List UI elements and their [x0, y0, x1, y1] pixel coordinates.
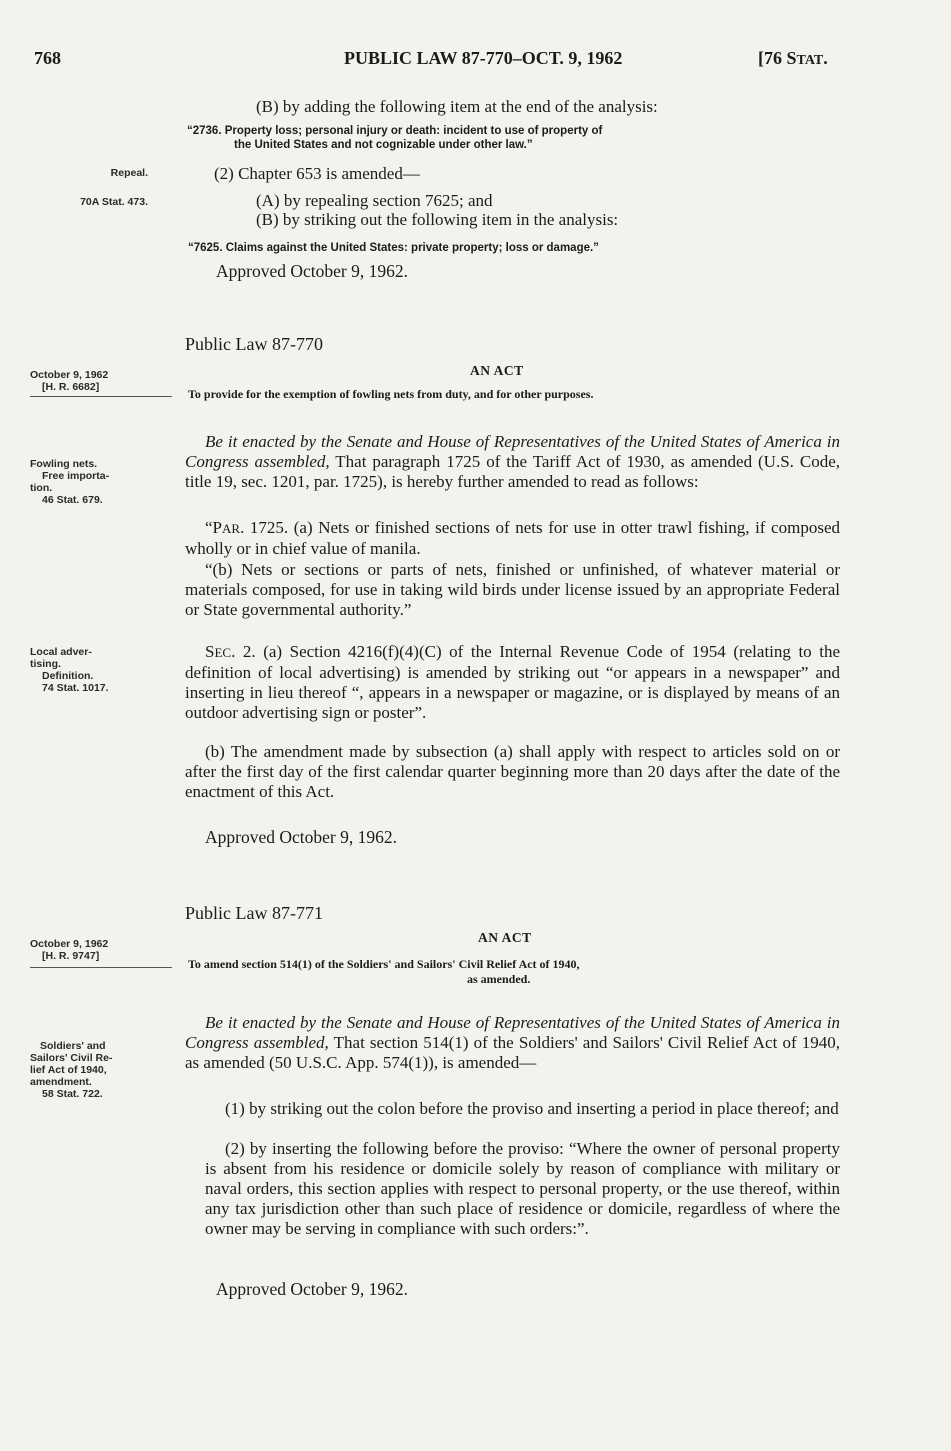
margin-local-3: Definition.: [42, 670, 94, 682]
margin-soldiers-5: 58 Stat. 722.: [42, 1088, 103, 1100]
pl770-par-1725-a: [185, 518, 840, 559]
par-a-text: . 1725. (a) Nets or finished sections of nets for use in otter trawl fishing, if composed wholly or in chief value of manila.: [185, 518, 840, 558]
margin-fowling-4: 46 Stat. 679.: [42, 494, 103, 506]
margin-soldiers-1: Soldiers' and: [40, 1040, 106, 1052]
pl771-item-1-text: (1) by striking out the colon before the proviso and inserting a period in place thereof; and: [225, 1099, 839, 1118]
page-number: 768: [34, 48, 61, 68]
margin-fowling-nets: [30, 458, 160, 506]
margin-repeal-citation: 70A Stat. 473.: [80, 196, 148, 208]
item-2a-repeal-7625: (A) by repealing section 7625; and: [256, 191, 493, 210]
pl771-item-2-text: (2) by inserting the following before the proviso: “Where the owner of personal property is absent from his residence or domicile solely by reason of compliance with military or naval orders, this section applies with respect to personal property, or the use thereof, within any tax jurisdiction other than such place of residence or domicile, regardless of where the owner may be serving in compliance with such orders:”.: [205, 1139, 840, 1238]
margin-rule-2: [30, 967, 172, 968]
public-law-87-770-heading: Public Law 87-770: [185, 334, 323, 354]
pl770-enacting-italic: Be it enacted by the Senate and House of Representatives of the United States of America in Congress assembled,: [185, 432, 840, 471]
margin-rule-1: [30, 396, 172, 397]
pl771-an-act: AN ACT: [478, 930, 532, 945]
margin-pl770-date: [30, 369, 160, 393]
margin-fowling-1: Fowling nets.: [30, 458, 98, 470]
margin-local-advertising: [30, 646, 160, 694]
pl770-section-2b: (b) The amendment made by subsection (a) shall apply with respect to articles sold on or after the first day of the first calendar quarter beginning more than 20 days after the date of the enactment of this Act.: [185, 742, 840, 801]
margin-soldiers-4: amendment.: [30, 1076, 92, 1088]
item-2b-strike-item: (B) by striking out the following item in the analysis:: [256, 210, 619, 229]
approved-date-2: Approved October 9, 1962.: [205, 827, 397, 847]
sec2-open: S: [205, 642, 215, 661]
pl770-enacting-clause: [185, 432, 840, 492]
pl770-par-1725-b: “(b) Nets or sections or parts of nets, finished or unfinished, of whatever material or materials composed, for use in taking wild birds under license issued by an appropriate Federal or State governmental authority.”: [185, 560, 840, 619]
margin-pl771-date-text: October 9, 1962: [30, 938, 109, 950]
pl771-title-line1: To amend section 514(1) of the Soldiers' and Sailors' Civil Relief Act of 1940,: [188, 957, 580, 971]
approved-date-3: Approved October 9, 1962.: [216, 1279, 408, 1299]
pl771-item-1: [205, 1099, 840, 1119]
public-law-87-771-heading: Public Law 87-771: [185, 903, 323, 923]
pl771-enacting-clause: [185, 1013, 840, 1073]
margin-local-2: tising.: [30, 658, 61, 670]
margin-local-1: Local adver-: [30, 646, 92, 658]
margin-soldiers-3: lief Act of 1940,: [30, 1064, 107, 1076]
margin-pl770-bill: [H. R. 6682]: [42, 381, 100, 393]
margin-fowling-2: Free importa-: [42, 470, 110, 482]
margin-pl771-bill: [H. R. 9747]: [42, 950, 100, 962]
margin-pl771-date: [30, 938, 160, 962]
volume-smallcaps: TAT: [796, 53, 824, 68]
par-a-smallcaps: AR: [222, 521, 241, 536]
volume-suffix: .: [823, 48, 828, 68]
margin-soldiers-sailors: [30, 1040, 160, 1100]
quote-7625: “7625. Claims against the United States: private property; loss or damage.”: [188, 242, 599, 254]
running-title: PUBLIC LAW 87-770–OCT. 9, 1962: [344, 48, 623, 68]
quote-2736-line2: the United States and not cognizable under other law.”: [234, 139, 533, 151]
margin-soldiers-2: Sailors' Civil Re-: [30, 1052, 113, 1064]
pl771-enacting-italic: Be it enacted by the Senate and House of Representatives of the United States of America in Congress assembled,: [185, 1013, 840, 1052]
item-2-chapter-653: (2) Chapter 653 is amended—: [214, 164, 420, 183]
margin-repeal: Repeal.: [110, 167, 148, 179]
volume-prefix: [76 S: [758, 48, 797, 68]
pl770-an-act: AN ACT: [470, 363, 524, 378]
item-b-add-analysis: (B) by adding the following item at the end of the analysis:: [256, 97, 658, 116]
pl771-enacting-rest: That section 514(1) of the Soldiers' and Sailors' Civil Relief Act of 1940, as amended (50 U.S.C. App. 574(1)), is amended—: [185, 1033, 840, 1072]
pl771-title-line2: as amended.: [467, 972, 531, 986]
sec2-text: . 2. (a) Section 4216(f)(4)(C) of the Internal Revenue Code of 1954 (relating to the definition of local advertising) is amended by striking out “or appears in a newspaper” and inserting in lieu thereof “, appears in a newspaper or magazine, or is displayed by means of an outdoor advertising sign or poster”.: [185, 642, 840, 722]
pl771-item-2: [205, 1139, 840, 1239]
quote-2736-line1: “2736. Property loss; personal injury or death: incident to use of property of: [187, 125, 603, 137]
sec2-smallcaps: EC: [214, 645, 232, 660]
pl770-enacting-rest: That paragraph 1725 of the Tariff Act of 1930, as amended (U.S. Code, title 19, sec. 1201, par. 1725), is hereby further amended to read as follows:: [185, 452, 840, 491]
pl770-section-2a: [185, 642, 840, 723]
margin-local-4: 74 Stat. 1017.: [42, 682, 109, 694]
margin-pl770-date-text: October 9, 1962: [30, 369, 109, 381]
volume-reference: [758, 48, 828, 69]
pl770-title: To provide for the exemption of fowling nets from duty, and for other purposes.: [188, 387, 594, 401]
par-a-open: “P: [205, 518, 222, 537]
margin-fowling-3: tion.: [30, 482, 53, 494]
approved-date-1: Approved October 9, 1962.: [216, 261, 408, 281]
